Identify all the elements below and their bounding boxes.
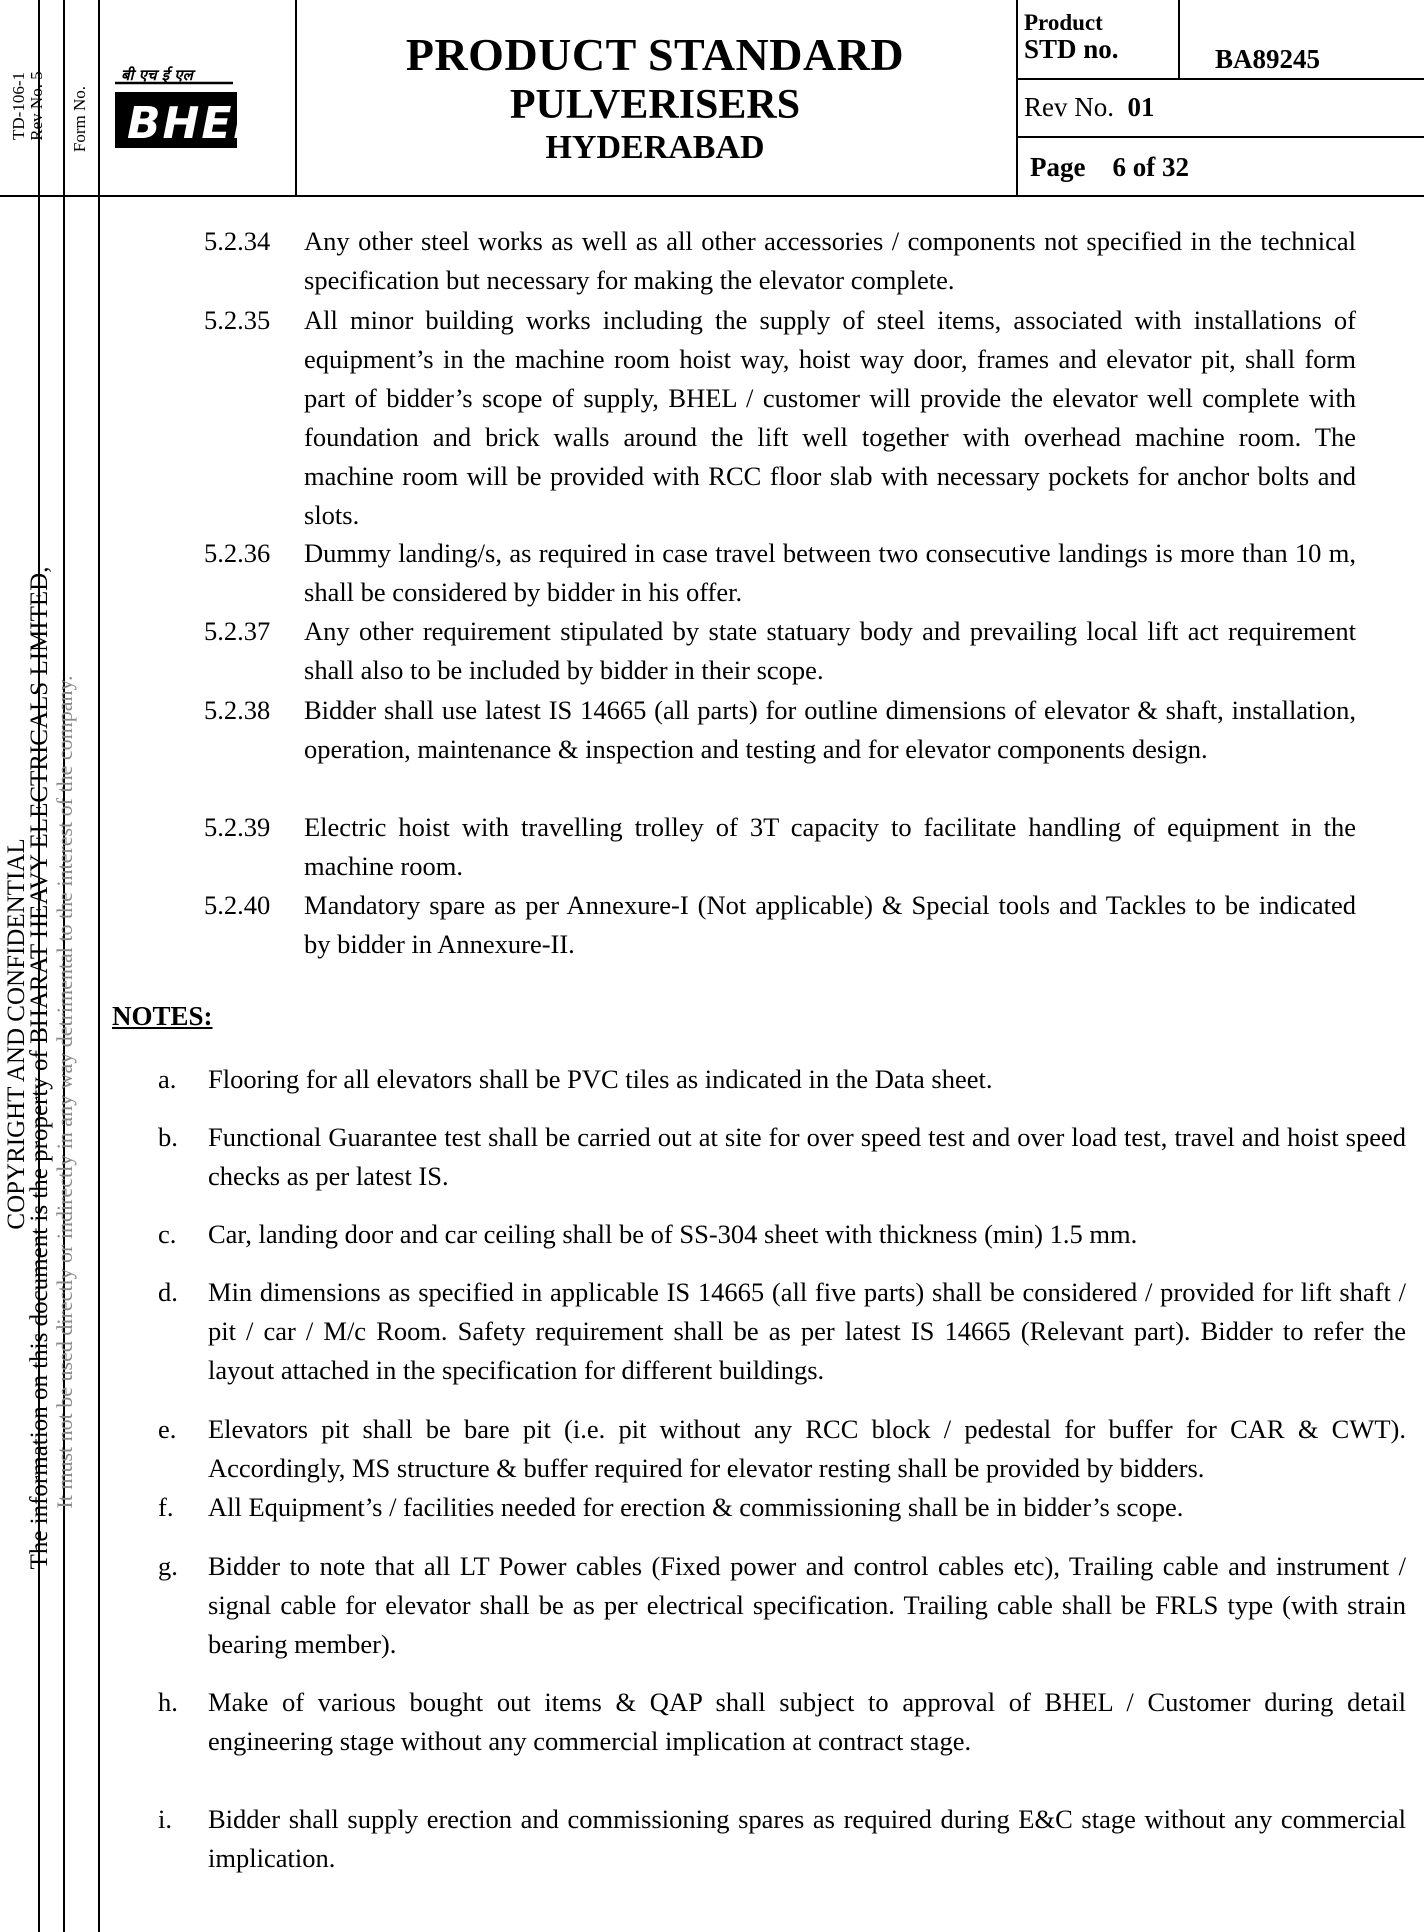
product-label: Product STD no.: [1024, 10, 1119, 64]
logo-text: BHEL: [127, 98, 264, 149]
page-indicator: Page 6 of 32: [1030, 152, 1189, 182]
border-line: [295, 0, 297, 196]
document-title: PRODUCT STANDARD: [405, 29, 905, 80]
form-ref: TD-106-1 Rev No. 5: [9, 71, 46, 141]
form-no-label: Form No.: [70, 85, 89, 153]
document-location: HYDERABAD: [545, 129, 765, 166]
revision: Rev No. 01: [1024, 92, 1155, 122]
document-subtitle: PULVERISERS: [509, 82, 801, 128]
border-line: [1016, 78, 1424, 80]
copyright-heading: COPYRIGHT AND CONFIDENTIAL: [3, 838, 30, 1230]
bhel-logo: [107, 58, 264, 158]
title-block: [300, 28, 1010, 168]
logo-hindi-text: बी एच ई एल: [121, 66, 193, 84]
border-line: [98, 0, 100, 1932]
copyright-line-faint: It must not be used directly or indirectly in any way detrimental to the interest of the company.: [52, 675, 77, 1509]
std-number: BA89245: [1215, 44, 1321, 74]
border-line: [1016, 136, 1424, 138]
notes-heading: NOTES:: [112, 1001, 213, 1031]
copyright-line: The information on this document is the property of BHARAT HEAVY ELECTRICALS LIMITED,: [26, 566, 53, 1570]
border-line: [1178, 0, 1180, 80]
document-page: TD-106-1 Rev No. 5 Form No. बी एच ई एल BHEL PRODUCT STANDARD PULVERISERS HYDERABAD Product STD no. BA89245 Rev No. 01 Page 6 of 32 COPYRIGHT AND CONFIDENTIAL The information on this document is the property of BHARAT HEAVY ELECTRICALS LIMITED, It must not be used directly or indirectly in any way detrimental to the interest of the company. 5.2.34 Any other steel works as well as all other accessories / components not specified in the technical specification but necessary for making the elevator complete. 5.2.35 All minor building works including the supply of steel items, associated with installations of equipment’s in the machine room hoist way, hoist way door, frames and elevator pit, shall form part of bidder’s scope of supply, BHEL / customer will provide the elevator well complete with foundation and brick walls around the lift well together with overhead machine room. The machine room will be provided with RCC floor slab with necessary pockets for anchor bolts and slots. 5.2.36 Dummy landing/s, as required in case travel between two consecutive landings is more than 10 m, shall be considered by bidder in his offer. 5.2.37 Any other requirement stipulated by state statuary body and prevailing local lift act requirement shall also to be included by bidder in their scope. 5.2.38 Bidder shall use latest IS 14665 (all parts) for outline dimensions of elevator & shaft, installation, operation, maintenance & inspection and testing and for elevator components design. 5.2.39 Electric hoist with travelling trolley of 3T capacity to facilitate handling of equipment in the machine room. 5.2.40 Mandatory spare as per Annexure-I (Not applicable) & Special tools and Tackles to be indicated by bidder in Annexure-II. NOTES: a. Flooring for all elevators shall be PVC tiles as indicated in the Data sheet. b. Functional Guarantee test shall be carried out at site for over speed test and over load test, travel and hoist speed checks as per latest IS. c. Car, landing door and car ceiling shall be of SS-304 sheet with thickness (min) 1.5 mm. d. Min dimensions as specified in applicable IS 14665 (all five parts) shall be considered / provided for lift shaft / pit / car / M/c Room. Safety requirement shall be as per latest IS 14665 (Relevant part). Bidder to refer the layout attached in the specification for different buildings. e. Elevators pit shall be bare pit (i.e. pit without any RCC block / pedestal for buffer for CAR & CWT). Accordingly, MS structure & buffer required for elevator resting shall be provided by bidders. f. All Equipment’s / facilities needed for erection & commissioning shall be in bidder’s scope. g. Bidder to note that all LT Power cables (Fixed power and control cables etc), Trailing cable and instrument / signal cable for elevator shall be as per electrical specification. Trailing cable shall be FRLS type (with strain bearing member). h. Make of various bought out items & QAP shall subject to approval of BHEL / Customer during detail engineering stage without any commercial implication at contract stage. i. Bidder shall supply erection and commissioning spares as required during E&C stage without any commercial implication.: [0, 0, 1424, 1932]
border-line: [1016, 0, 1018, 196]
